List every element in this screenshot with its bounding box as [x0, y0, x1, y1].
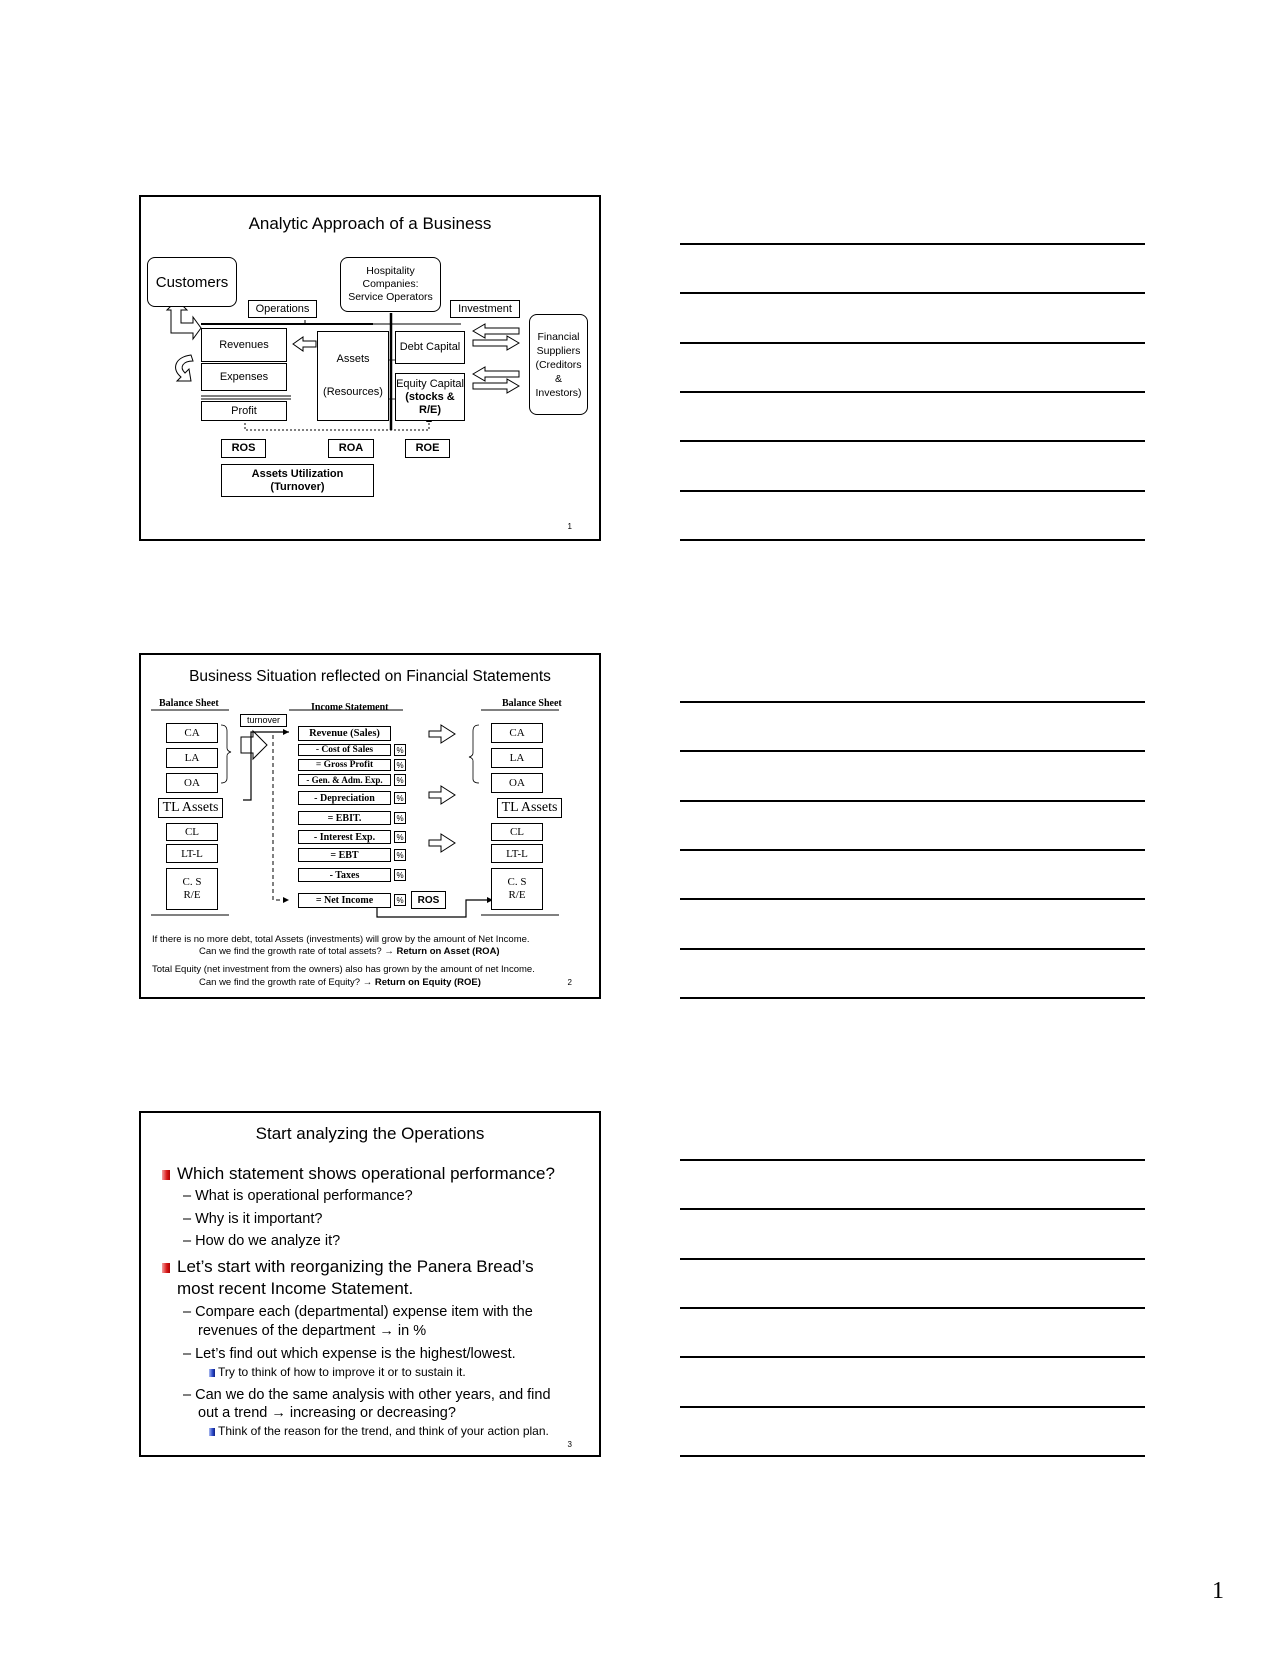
slide-analytic-approach	[139, 195, 601, 541]
footnote-text: Can we find the growth rate of total assets? →	[199, 946, 397, 957]
is-row-gross-profit: = Gross Profit	[298, 759, 391, 771]
notes-line	[680, 490, 1145, 492]
assets-utilization-box	[221, 464, 374, 497]
financial-suppliers-box	[529, 314, 588, 415]
bs-right-cl: CL	[491, 823, 543, 841]
page-number: 1	[1212, 1578, 1224, 1604]
is-row-ebit: = EBIT.	[298, 811, 391, 825]
customers-box: Customers	[147, 257, 237, 307]
cs-label: C. S	[182, 876, 202, 888]
expenses-box: Expenses	[201, 363, 287, 391]
financial-line: Investors)	[535, 386, 582, 399]
is-row-depreciation: - Depreciation	[298, 791, 391, 805]
is-row-revenue: Revenue (Sales)	[298, 726, 391, 741]
notes-line	[680, 898, 1145, 900]
bs-right-la: LA	[491, 748, 543, 768]
notes-line	[680, 701, 1145, 703]
bullet-icon	[209, 1428, 215, 1436]
is-row-taxes: - Taxes	[298, 868, 391, 882]
roe-box: ROE	[405, 439, 450, 458]
notes-line	[680, 1208, 1145, 1210]
bullet-level1: Which statement shows operational performance?	[177, 1164, 555, 1183]
slide-number: 1	[567, 522, 572, 531]
notes-line	[680, 391, 1145, 393]
footnote-roe: Return on Equity (ROE)	[374, 977, 481, 988]
notes-line	[680, 292, 1145, 294]
is-row-cost-of-sales: - Cost of Sales	[298, 744, 391, 756]
pct-box: %	[394, 812, 406, 824]
pct-box: %	[394, 759, 406, 771]
footnote-line	[199, 977, 481, 989]
notes-line	[680, 1159, 1145, 1161]
ros-box: ROS	[221, 439, 266, 458]
notes-line	[680, 243, 1145, 245]
bullet-level3: Think of the reason for the trend, and think of your action plan.	[218, 1424, 549, 1438]
pct-box: %	[394, 744, 406, 756]
bullet-level2: – Compare each (departmental) expense item with the	[183, 1304, 533, 1320]
slide-title: Analytic Approach of a Business	[248, 214, 492, 233]
debt-capital-box: Debt Capital	[395, 331, 465, 364]
util-line: (Turnover)	[270, 480, 325, 493]
bullet-level2: – Let’s find out which expense is the highest/lowest.	[183, 1346, 516, 1362]
hospitality-line: Service Operators	[348, 291, 433, 303]
pct-box: %	[394, 894, 406, 906]
footnote-text: Can we find the growth rate of Equity? →	[199, 977, 375, 988]
bs-right-header: Balance Sheet	[502, 698, 562, 709]
notes-line	[680, 1258, 1145, 1260]
equity-line: R/E)	[419, 403, 441, 416]
revenues-box: Revenues	[201, 328, 287, 362]
financial-line: (Creditors	[535, 358, 582, 371]
notes-line	[680, 997, 1145, 999]
operations-label: Operations	[248, 300, 317, 318]
roa-box: ROA	[328, 439, 374, 458]
bullet-level2: – What is operational performance?	[183, 1188, 413, 1204]
is-row-interest-exp: - Interest Exp.	[298, 830, 391, 844]
bs-left-cs-re	[166, 868, 218, 910]
notes-line	[680, 948, 1145, 950]
slide-title: Start analyzing the Operations	[255, 1124, 485, 1143]
pct-box: %	[394, 792, 406, 804]
notes-line	[680, 342, 1145, 344]
bullet-icon	[162, 1263, 170, 1273]
slide-business-situation	[139, 653, 601, 999]
notes-line	[680, 750, 1145, 752]
bullet-level1: Let’s start with reorganizing the Panera Bread’s	[177, 1257, 534, 1276]
hospitality-box	[340, 257, 441, 312]
financial-line: Suppliers	[536, 344, 581, 357]
profit-box: Profit	[201, 401, 287, 421]
resources-label: (Resources)	[323, 386, 383, 399]
notes-line	[680, 539, 1145, 541]
bs-left-ca: CA	[166, 723, 218, 743]
pct-box: %	[394, 831, 406, 843]
bs-right-oa: OA	[491, 773, 543, 793]
is-row-ebt: = EBT	[298, 848, 391, 862]
cs-label: C. S	[507, 876, 527, 888]
is-header: Income Statement	[311, 702, 389, 713]
bs-left-header: Balance Sheet	[159, 698, 219, 709]
turnover-label: turnover	[240, 714, 287, 727]
financial-line: Financial	[537, 330, 580, 343]
assets-label: Assets	[336, 352, 370, 365]
pct-box: %	[394, 869, 406, 881]
equity-capital-box	[395, 373, 465, 421]
footnote-line	[199, 946, 500, 958]
bs-left-ltl: LT-L	[166, 844, 218, 863]
bs-left-la: LA	[166, 748, 218, 768]
footnote-roa: Return on Asset (ROA)	[396, 946, 500, 957]
bullet-level2: revenues of the department → in %	[198, 1323, 427, 1339]
notes-line	[680, 1406, 1145, 1408]
equity-line: (stocks &	[405, 390, 455, 403]
bs-left-oa: OA	[166, 773, 218, 793]
financial-line: &	[554, 372, 562, 385]
pct-box: %	[394, 849, 406, 861]
bs-right-tl-assets: TL Assets	[497, 798, 562, 818]
bullet-icon	[209, 1369, 215, 1377]
bullet-level2: – Why is it important?	[183, 1211, 323, 1227]
notes-line	[680, 1455, 1145, 1457]
slide-number: 2	[567, 978, 572, 987]
re-label: R/E	[508, 889, 526, 901]
bs-right-ca: CA	[491, 723, 543, 743]
hospitality-line: Companies:	[362, 278, 419, 290]
hospitality-line: Hospitality	[366, 265, 415, 277]
notes-line	[680, 1307, 1145, 1309]
notes-line	[680, 800, 1145, 802]
notes-line	[680, 440, 1145, 442]
bullet-level2: – How do we analyze it?	[183, 1233, 341, 1249]
pct-box: %	[394, 774, 406, 786]
bullet-level2: out a trend → increasing or decreasing?	[198, 1405, 456, 1421]
bullet-icon	[162, 1170, 170, 1180]
bullet-level1: most recent Income Statement.	[177, 1279, 414, 1298]
assets-box	[317, 331, 389, 421]
slide-start-analyzing	[139, 1111, 601, 1457]
slide-number: 3	[567, 1440, 572, 1449]
equity-line: Equity Capital	[396, 377, 464, 390]
ros-box: ROS	[411, 891, 446, 909]
bs-right-cs-re	[491, 868, 543, 910]
bs-left-tl-assets: TL Assets	[158, 798, 223, 818]
util-line: Assets Utilization	[251, 467, 344, 480]
investment-label: Investment	[450, 300, 520, 318]
bullet-level2: – Can we do the same analysis with other years, and find	[183, 1387, 551, 1403]
re-label: R/E	[183, 889, 201, 901]
notes-line	[680, 1356, 1145, 1358]
slide-title: Business Situation reflected on Financial Statements	[189, 668, 551, 685]
bs-left-cl: CL	[166, 823, 218, 841]
bullet-level3: Try to think of how to improve it or to sustain it.	[218, 1365, 466, 1379]
is-row-gen-adm-exp: - Gen. & Adm. Exp.	[298, 774, 391, 786]
bs-right-ltl: LT-L	[491, 844, 543, 863]
footnote-line: If there is no more debt, total Assets (investments) will grow by the amount of Net Income.	[152, 934, 530, 945]
is-row-net-income: = Net Income	[298, 893, 391, 908]
notes-line	[680, 849, 1145, 851]
footnote-line: Total Equity (net investment from the owners) also has grown by the amount of net Income.	[152, 964, 535, 975]
